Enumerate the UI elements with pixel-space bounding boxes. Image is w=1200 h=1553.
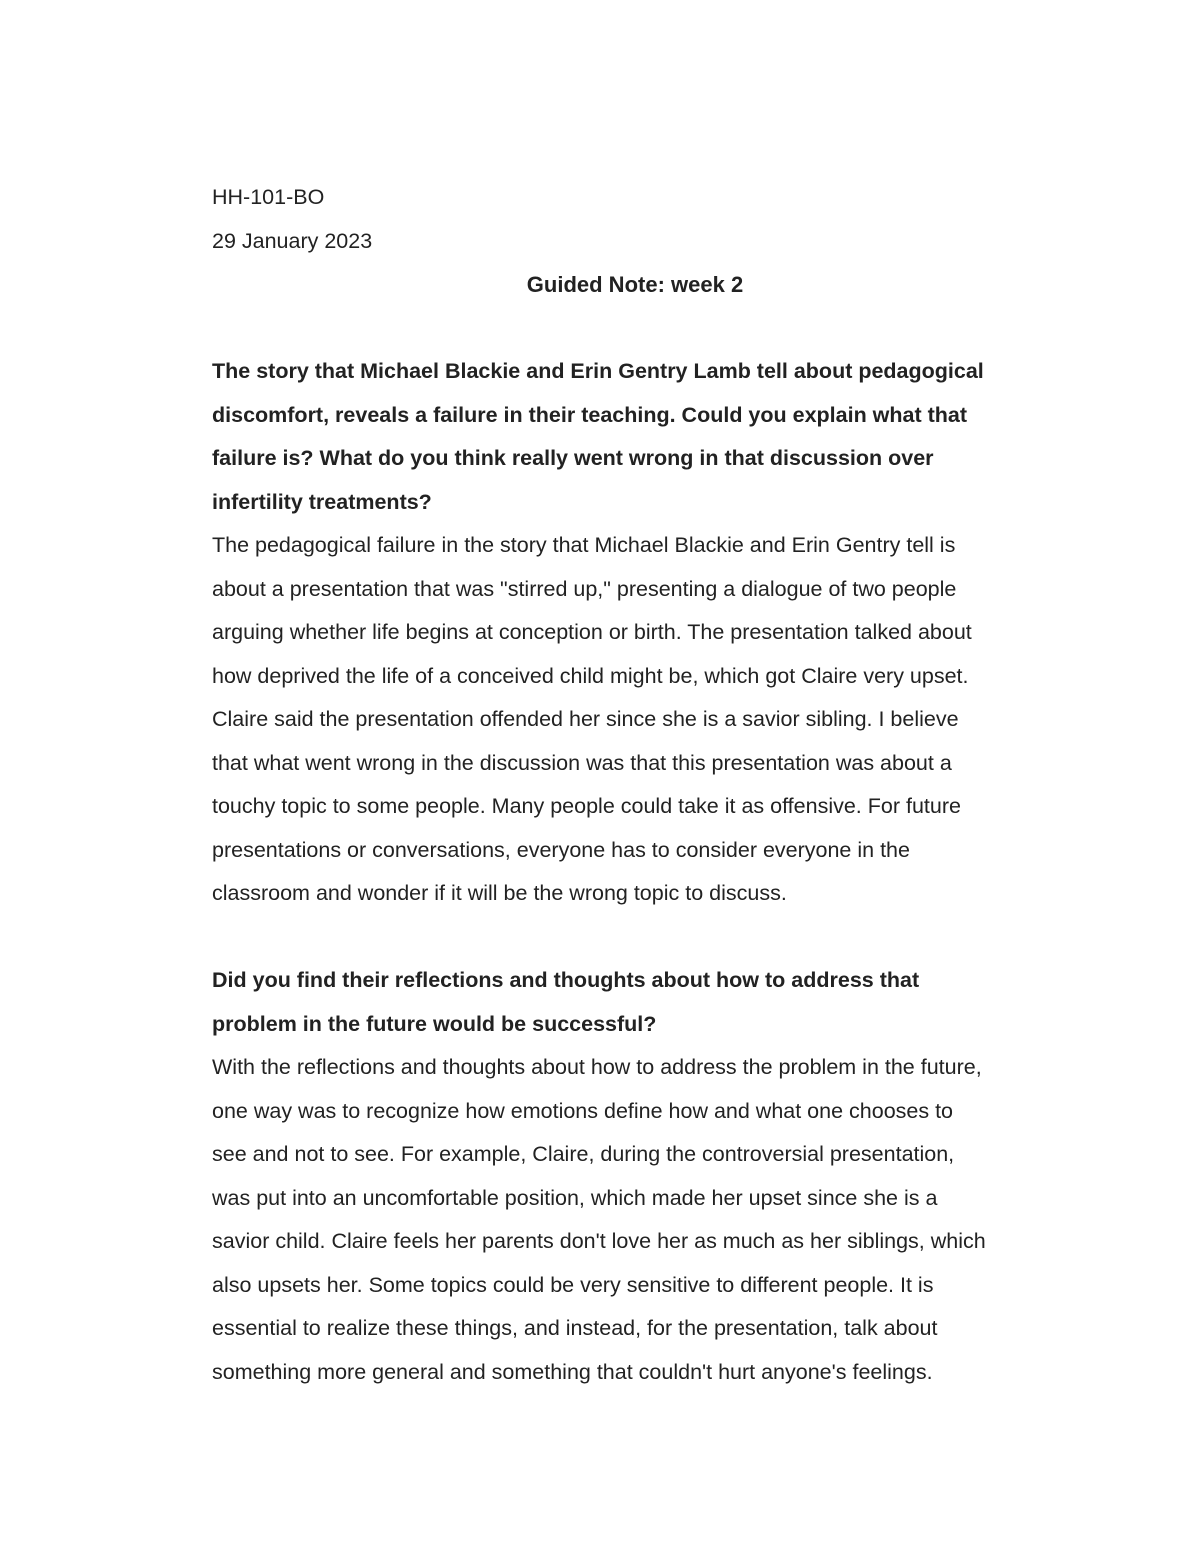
question-line: The story that Michael Blackie and Erin Gentry Lamb tell about pedagogical [212, 359, 984, 383]
question-line: Did you find their reflections and thoughts about how to address that [212, 968, 920, 992]
answer-line: classroom and wonder if it will be the wrong topic to discuss. [212, 881, 787, 905]
answer-line: essential to realize these things, and instead, for the presentation, talk about [212, 1316, 938, 1340]
course-code: HH-101-BO [212, 185, 325, 209]
answer-line: Claire said the presentation offended her since she is a savior sibling. I believe [212, 707, 959, 731]
answer-line: arguing whether life begins at conception or birth. The presentation talked about [212, 620, 972, 644]
spacer [212, 916, 1072, 960]
spacer [212, 307, 1072, 351]
answer-line: With the reflections and thoughts about how to address the problem in the future, [212, 1055, 982, 1079]
answer-line: about a presentation that was "stirred up," presenting a dialogue of two people [212, 576, 957, 601]
document-content [212, 176, 1072, 1394]
document-title: Guided Note: week 2 [526, 272, 744, 297]
answer-line: also upsets her. Some topics could be very sensitive to different people. It is [212, 1272, 934, 1297]
answer-line: how deprived the life of a conceived child might be, which got Claire very upset. [212, 663, 969, 688]
question-2 [212, 959, 1072, 1046]
answer-line: that what went wrong in the discussion was that this presentation was about a [212, 750, 952, 775]
answer-line: presentations or conversations, everyone has to consider everyone in the [212, 837, 910, 862]
answer-2 [212, 1046, 1072, 1394]
answer-line: touchy topic to some people. Many people could take it as offensive. For future [212, 794, 961, 818]
answer-line: one way was to recognize how emotions define how and what one chooses to [212, 1098, 954, 1123]
section-2 [212, 959, 1072, 1394]
question-line: failure is? What do you think really went wrong in that discussion over [212, 446, 934, 470]
answer-1 [212, 524, 1072, 916]
document-date: 29 January 2023 [212, 228, 373, 253]
section-1 [212, 350, 1072, 916]
answer-line: The pedagogical failure in the story that Michael Blackie and Erin Gentry tell is [212, 533, 956, 557]
question-line: infertility treatments? [212, 489, 432, 514]
question-line: discomfort, reveals a failure in their teaching. Could you explain what that [212, 402, 968, 427]
answer-line: see and not to see. For example, Claire, during the controversial presentation, [212, 1142, 955, 1166]
question-line: problem in the future would be successful? [212, 1011, 657, 1036]
question-1 [212, 350, 1072, 524]
answer-line: was put into an uncomfortable position, which made her upset since she is a [212, 1185, 938, 1210]
answer-line: savior child. Claire feels her parents don't love her as much as her siblings, which [212, 1229, 986, 1253]
answer-line: something more general and something that couldn't hurt anyone's feelings. [212, 1359, 933, 1384]
